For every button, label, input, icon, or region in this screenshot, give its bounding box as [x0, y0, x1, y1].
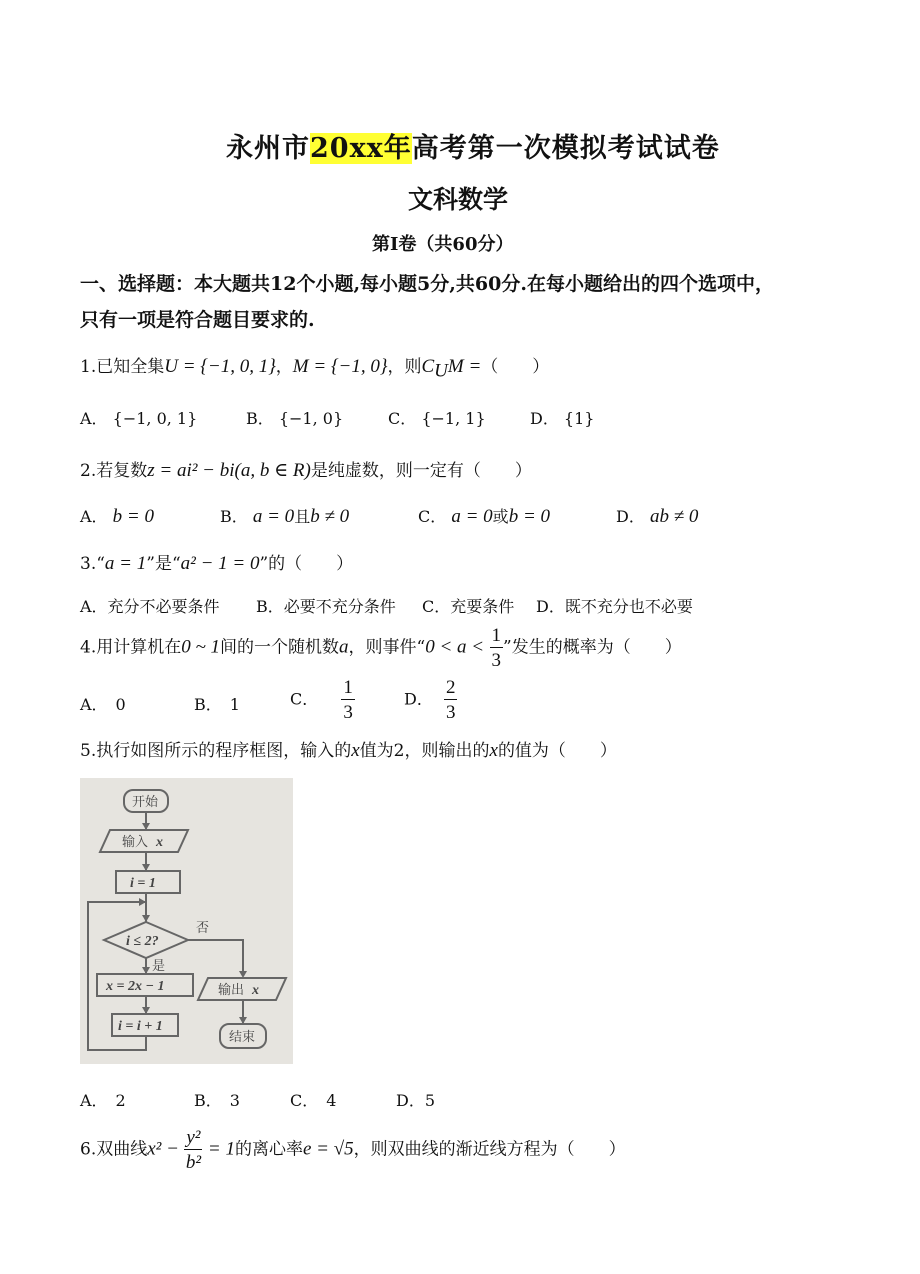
q1-text-1: 1.已知全集 — [80, 357, 165, 377]
q4-fraction — [490, 626, 504, 670]
question-3 — [80, 549, 353, 575]
q2-a-expr: b = 0 — [112, 506, 154, 527]
q2-option-c — [418, 504, 550, 528]
q4-var: a — [339, 636, 349, 658]
q6-text-2: 的离心率 — [234, 1139, 303, 1160]
q4-c-den: 3 — [343, 702, 353, 723]
volume-heading: 第Ⅰ卷（共60分） — [372, 234, 514, 255]
q6-fraction — [184, 1128, 202, 1172]
q3-option-a: A．充分不必要条件 — [80, 597, 220, 616]
q3-option-d: D．既不充分也不必要 — [536, 597, 693, 616]
q2-text-2: 是纯虚数，则一定有（ ） — [310, 461, 532, 481]
q2-b-expr2: b ≠ 0 — [310, 506, 350, 527]
question-1 — [80, 352, 549, 382]
question-4 — [80, 626, 682, 670]
q1-option-b: B． {−1, 0} — [246, 409, 344, 428]
q3-expr-1: a = 1 — [104, 553, 147, 574]
q2-text-1: 2.若复数 — [80, 461, 148, 481]
q4-frac-num: 1 — [491, 625, 502, 646]
title-prefix: 永州市 — [226, 133, 310, 164]
flow-update-text: x = 2x − 1 — [106, 979, 165, 994]
q6-eq: = 1 — [207, 1138, 235, 1160]
q5-var-1: x — [351, 740, 360, 761]
q6-frac-den: b² — [185, 1152, 202, 1173]
q2-option-a — [80, 504, 154, 528]
q2-c-word: 或 — [492, 507, 509, 526]
q3-option-b: B．必要不充分条件 — [256, 597, 396, 616]
flow-no-line — [188, 940, 243, 976]
q2-c-expr1: a = 0 — [451, 506, 493, 527]
title-suffix: 高考第一次模拟考试试卷 — [411, 133, 720, 164]
q6-frac-num: y² — [186, 1127, 201, 1148]
flow-end-text: 结束 — [229, 1030, 256, 1045]
exam-subtitle: 文科数学 — [408, 185, 509, 214]
q2-b-label: B． — [220, 507, 248, 526]
q6-text-1: 6.双曲线 — [80, 1139, 148, 1160]
q2-expr: z = ai² − bi(a, b ∈ R) — [147, 460, 311, 481]
flowchart-svg — [80, 778, 293, 1064]
q3-expr-2: a² − 1 = 0 — [180, 553, 260, 574]
question-5 — [80, 736, 617, 762]
q3-text-3: ”的（ ） — [259, 554, 354, 574]
q4-range: 0 ~ 1 — [181, 636, 221, 658]
q1-complement-m: M = — [447, 356, 482, 377]
q4-d-fraction — [444, 678, 458, 722]
title-year-highlight: 20xx年 — [310, 133, 412, 164]
q5-text-1: 5.执行如图所示的程序框图，输入的 — [80, 741, 352, 761]
q1-set-m: M = {−1, 0} — [292, 356, 388, 377]
q4-option-c — [290, 678, 355, 722]
q2-d-expr: ab ≠ 0 — [649, 506, 699, 527]
q4-c-fraction — [341, 678, 355, 722]
flowchart-figure — [80, 778, 293, 1064]
q4-c-label: C． — [290, 689, 319, 709]
q2-option-b — [220, 504, 349, 528]
q4-frac-den: 3 — [491, 650, 502, 671]
q5-text-2: 值为2，则输出的 — [359, 741, 490, 761]
question-2 — [80, 456, 532, 482]
section-instruction-line1: 一、选择题：本大题共12个小题,每小题5分,共60分.在每小题给出的四个选项中， — [80, 273, 774, 295]
q1-option-d: D． {1} — [530, 409, 595, 428]
flow-yes-label: 是 — [152, 959, 166, 974]
q4-d-label: D． — [404, 689, 433, 709]
section-instruction-line2: 只有一项是符合题目要求的. — [80, 309, 315, 331]
q1-complement: C — [421, 356, 435, 377]
question-6 — [80, 1128, 626, 1172]
flow-input-var: x — [156, 835, 163, 850]
flow-incr-text: i = i + 1 — [118, 1019, 163, 1034]
q4-option-a: A． 0 — [80, 695, 126, 714]
q6-x2: x² − — [147, 1138, 179, 1160]
q1-option-a: A． {−1, 0, 1} — [80, 409, 198, 428]
q1-option-c: C． {−1, 1} — [388, 409, 486, 428]
q5-option-a: A． 2 — [80, 1091, 126, 1110]
flow-start-text: 开始 — [132, 795, 159, 810]
q4-option-d — [404, 678, 457, 722]
flow-input-text: 输入 — [122, 835, 149, 850]
flow-init-text: i = 1 — [130, 876, 156, 891]
q4-option-b: B． 1 — [194, 695, 240, 714]
q4-text-3: ，则事件“ — [348, 637, 426, 658]
q3-text-2: ”是“ — [146, 554, 181, 574]
q2-d-label: D． — [616, 507, 645, 526]
q2-c-label: C． — [418, 507, 447, 526]
q1-set-u: U = {−1, 0, 1} — [164, 356, 276, 377]
q4-text-2: 间的一个随机数 — [220, 637, 340, 658]
q2-b-word: 且 — [294, 507, 311, 526]
q6-ecc: e = √5 — [302, 1138, 354, 1160]
q1-blank: （ ） — [481, 357, 550, 377]
q2-b-expr1: a = 0 — [252, 506, 295, 527]
flow-output-text: 输出 — [218, 983, 245, 998]
q4-c-num: 1 — [343, 677, 353, 698]
flow-no-label: 否 — [196, 921, 210, 936]
q3-text-1: 3.“ — [80, 554, 105, 574]
q6-text-3: ，则双曲线的渐近线方程为（ ） — [353, 1139, 626, 1160]
q3-option-c: C．充要条件 — [422, 597, 515, 616]
exam-title — [226, 126, 720, 165]
q5-option-c: C． 4 — [290, 1091, 337, 1110]
q4-text-4: ”发生的概率为（ ） — [503, 637, 682, 658]
flow-condition-text: i ≤ 2? — [126, 934, 159, 949]
q4-d-num: 2 — [445, 677, 456, 698]
flow-output-var: x — [252, 983, 259, 998]
q2-a-label: A． — [80, 507, 108, 526]
q5-option-b: B． 3 — [194, 1091, 240, 1110]
q5-var-2: x — [489, 740, 498, 761]
q4-d-den: 3 — [445, 702, 456, 723]
q1-sep: ， — [275, 357, 293, 377]
q4-text-1: 4.用计算机在 — [80, 637, 182, 658]
q5-text-3: 的值为（ ） — [497, 741, 617, 761]
q1-complement-sub: U — [434, 360, 448, 382]
q4-ineq: 0 < a < — [425, 636, 485, 658]
q2-c-expr2: b = 0 — [508, 506, 551, 527]
q5-option-d: D．5 — [396, 1091, 436, 1110]
q2-option-d — [616, 504, 698, 528]
q1-text-2: ，则 — [387, 357, 422, 377]
